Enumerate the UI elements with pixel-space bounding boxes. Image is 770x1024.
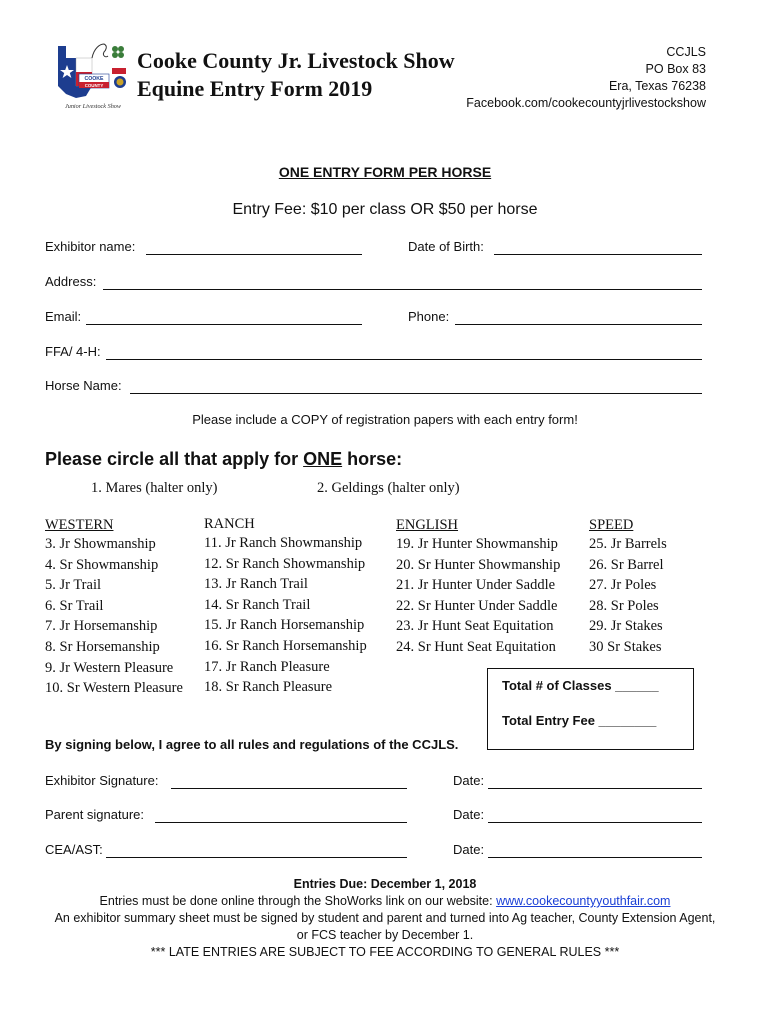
total-classes[interactable]: Total # of Classes ______	[502, 678, 659, 693]
circle-heading	[45, 449, 402, 470]
class-item[interactable]: 14. Sr Ranch Trail	[204, 596, 311, 613]
exhibitor-name-label: Exhibitor name:	[45, 239, 136, 254]
dob-label: Date of Birth:	[408, 239, 484, 254]
class-item[interactable]: 3. Jr Showmanship	[45, 536, 156, 552]
online-entry-text: Entries must be done online through the ShoWorks link on our website:	[99, 894, 497, 908]
ranch-heading: RANCH	[204, 516, 255, 532]
column-english	[396, 516, 586, 658]
class-item[interactable]: 26. Sr Barrel	[589, 556, 664, 573]
phone-field[interactable]	[455, 324, 702, 325]
contact-block	[466, 44, 706, 112]
column-speed	[589, 516, 689, 658]
cea-ast-field[interactable]	[106, 857, 407, 858]
class-item[interactable]: 6. Sr Trail	[45, 597, 104, 614]
online-entry-note	[0, 893, 770, 910]
contact-city: Era, Texas 76238	[608, 79, 706, 93]
summary-note-line-1: An exhibitor summary sheet must be signed by student and parent and turned into Ag teacher, County Extension Agent,	[54, 911, 716, 925]
email-field[interactable]	[86, 324, 362, 325]
contact-facebook: Facebook.com/cookecountyjrlivestockshow	[466, 96, 706, 110]
class-item[interactable]: 22. Sr Hunter Under Saddle	[396, 597, 558, 614]
agreement-statement: By signing below, I agree to all rules and regulations of the CCJLS.	[45, 737, 459, 752]
address-field[interactable]	[103, 289, 702, 290]
contact-org: CCJLS	[666, 45, 706, 59]
email-label: Email:	[45, 309, 82, 324]
class-item[interactable]: 18. Sr Ranch Pleasure	[204, 679, 333, 696]
class-item[interactable]: 16. Sr Ranch Horsemanship	[204, 637, 367, 654]
entries-due: Entries Due: December 1, 2018	[293, 877, 477, 891]
ffa-4h-field[interactable]	[106, 359, 702, 360]
title-line-1: Cooke County Jr. Livestock Show	[137, 48, 455, 73]
ffa-4h-label: FFA/ 4-H:	[45, 344, 101, 359]
address-label: Address:	[45, 274, 97, 289]
class-item[interactable]: 15. Jr Ranch Horsemanship	[204, 617, 365, 634]
logo-text-top: COOKE	[84, 76, 104, 82]
form-title	[137, 47, 455, 103]
class-item[interactable]: 25. Jr Barrels	[589, 536, 667, 552]
horse-name-label: Horse Name:	[45, 378, 122, 393]
english-list	[396, 534, 586, 658]
english-heading: ENGLISH	[396, 517, 459, 533]
parent-signature-field[interactable]	[155, 822, 407, 823]
western-list	[45, 534, 195, 699]
entry-fee: Entry Fee: $10 per class OR $50 per horse	[232, 201, 538, 218]
class-item[interactable]: 29. Jr Stakes	[589, 618, 663, 635]
cea-date-label: Date:	[453, 842, 485, 857]
circle-heading-pre: Please circle all that apply for	[45, 449, 304, 469]
class-item[interactable]: 13. Jr Ranch Trail	[204, 576, 308, 593]
logo-script: Junior Livestock Show	[64, 103, 122, 110]
parent-date-field[interactable]	[488, 822, 702, 823]
exhibitor-signature-label: Exhibitor Signature:	[45, 773, 159, 788]
class-item[interactable]: 27. Jr Poles	[589, 577, 657, 594]
parent-signature-label: Parent signature:	[45, 807, 145, 822]
class-item[interactable]: 20. Sr Hunter Showmanship	[396, 556, 561, 573]
class-item[interactable]: 23. Jr Hunt Seat Equitation	[396, 618, 554, 635]
exhibitor-date-field[interactable]	[488, 788, 702, 789]
cea-date-field[interactable]	[488, 857, 702, 858]
speed-list	[589, 534, 689, 658]
dob-field[interactable]	[494, 254, 702, 255]
summary-note-line-2: or FCS teacher by December 1.	[296, 928, 474, 942]
class-item[interactable]: 8. Sr Horsemanship	[45, 638, 160, 655]
class-item[interactable]: 10. Sr Western Pleasure	[45, 680, 183, 697]
class-item[interactable]: 30 Sr Stakes	[589, 638, 662, 655]
western-heading: WESTERN	[45, 517, 114, 533]
title-line-2: Equine Entry Form 2019	[137, 76, 373, 101]
circle-heading-post: horse:	[342, 449, 403, 469]
parent-date-label: Date:	[453, 807, 485, 822]
speed-heading: SPEED	[589, 517, 634, 533]
late-entries-note: *** LATE ENTRIES ARE SUBJECT TO FEE ACCORDING TO GENERAL RULES ***	[150, 945, 620, 959]
class-item[interactable]: 4. Sr Showmanship	[45, 556, 159, 573]
class-item[interactable]: 7. Jr Horsemanship	[45, 618, 158, 635]
ccjls-logo	[52, 38, 134, 116]
class-item[interactable]: 21. Jr Hunter Under Saddle	[396, 577, 556, 594]
exhibitor-name-field[interactable]	[146, 254, 362, 255]
exhibitor-signature-field[interactable]	[171, 788, 407, 789]
class-item[interactable]: 19. Jr Hunter Showmanship	[396, 536, 558, 552]
class-item[interactable]: 17. Jr Ranch Pleasure	[204, 658, 330, 675]
registration-note: Please include a COPY of registration papers with each entry form!	[192, 412, 578, 427]
logo-text-bottom: COUNTY	[84, 82, 104, 88]
class-item[interactable]: 24. Sr Hunt Seat Equitation	[396, 638, 556, 655]
cea-ast-label: CEA/AST:	[45, 842, 103, 857]
total-entry-fee[interactable]: Total Entry Fee ________	[502, 713, 657, 728]
column-ranch	[204, 516, 389, 698]
ranch-list	[204, 533, 389, 698]
option-geldings[interactable]: 2. Geldings (halter only)	[317, 480, 460, 496]
circle-heading-emph: ONE	[303, 449, 343, 469]
class-item[interactable]: 11. Jr Ranch Showmanship	[204, 535, 363, 551]
class-item[interactable]: 12. Sr Ranch Showmanship	[204, 555, 366, 572]
column-western	[45, 516, 195, 699]
one-entry-heading: ONE ENTRY FORM PER HORSE	[278, 164, 492, 180]
horse-name-field[interactable]	[130, 393, 702, 394]
website-link[interactable]: www.cookecountyyouthfair.com	[496, 894, 671, 908]
option-mares[interactable]: 1. Mares (halter only)	[91, 480, 218, 496]
class-item[interactable]: 28. Sr Poles	[589, 597, 659, 614]
totals-box	[487, 668, 694, 750]
class-item[interactable]: 9. Jr Western Pleasure	[45, 659, 174, 676]
class-item[interactable]: 5. Jr Trail	[45, 577, 102, 594]
phone-label: Phone:	[408, 309, 450, 324]
contact-po-box: PO Box 83	[645, 62, 706, 76]
exhibitor-date-label: Date:	[453, 773, 485, 788]
